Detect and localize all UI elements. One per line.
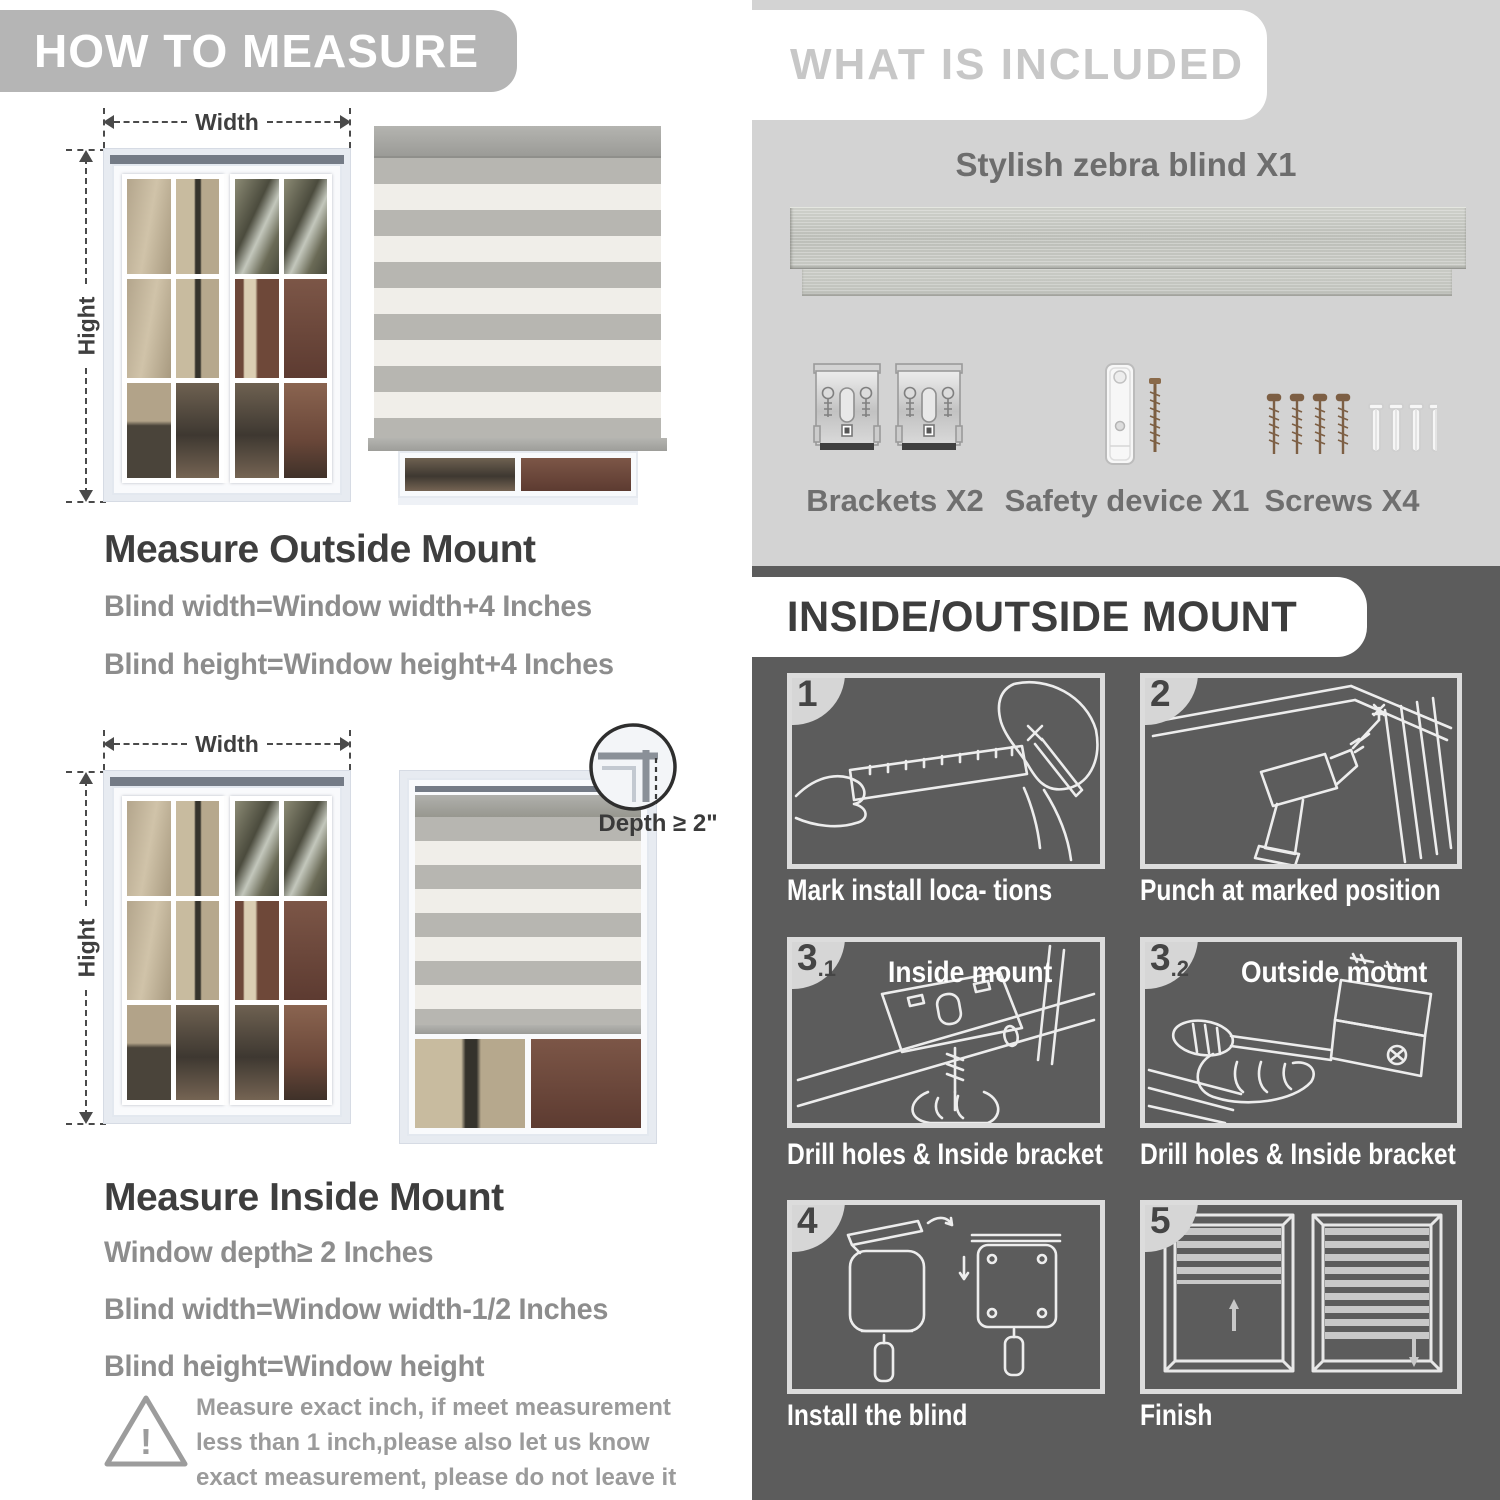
drill-punch-illustration [1145,678,1457,864]
brackets-label: Brackets X2 [806,483,984,518]
outside-mount-line1: Blind width=Window width+4 Inches [104,590,592,623]
mount-section [752,566,1500,1500]
step-2-panel [1140,673,1462,869]
how-to-measure-badge [0,10,517,92]
width-label: Width [195,108,259,135]
finish-illustration [1145,1205,1457,1389]
svg-text:!: ! [140,1421,152,1462]
zebra-blind-headrail-lip [802,269,1452,296]
inside-mount-line3: Blind height=Window height [104,1350,485,1383]
screws-anchors-icon [1265,392,1437,471]
outside-mount-line2: Blind height=Window height+4 Inches [104,648,614,681]
blind-stripes [374,158,661,438]
outside-mount-title: Measure Outside Mount [104,528,536,571]
step-4-panel [787,1200,1105,1394]
safety-device-label: Safety device X1 [1004,483,1250,518]
step-3-2-caption: Drill holes & Inside bracket [1140,1138,1456,1171]
what-is-included-panel [752,0,1500,566]
blind-stripes [415,817,641,1025]
how-to-measure-title: HOW TO MEASURE [34,25,480,77]
blind-headrail [374,126,661,158]
window-below-blind [415,1034,641,1128]
mount-header-badge [752,577,1367,657]
warning-text: Measure exact inch, if meet measurement less than 1 inch,please also let us know exact measurement, please do not leave it [196,1394,677,1491]
width-annotation-outside [103,108,351,135]
width-label: Width [195,730,259,757]
window-photo-outside [103,148,351,502]
outside-mount-label: Outside mount [1241,956,1428,989]
inside-mount-label: Inside mount [888,956,1053,989]
step-1-caption: Mark install loca- tions [787,874,1053,907]
depth-note: Depth ≥ 2" [598,810,718,837]
height-label: Hight [70,909,105,988]
brackets-icon [812,362,964,463]
mount-header-title: INSIDE/OUTSIDE MOUNT [786,592,1298,641]
step-5-panel [1140,1200,1462,1394]
zebra-blind-outside-illustration [374,126,661,505]
step-3-2-panel [1140,937,1462,1128]
inside-mount-line2: Blind width=Window width-1/2 Inches [104,1293,609,1326]
mark-locations-illustration [792,678,1100,864]
what-is-included-title: WHAT IS INCLUDED [790,40,1245,89]
height-annotation-inside [70,772,104,1124]
zebra-blind-headrail-photo [790,207,1466,269]
depth-magnifier-icon [588,722,678,812]
step-3-1-panel [787,937,1105,1128]
step-5-caption: Finish [1140,1399,1213,1432]
height-label: Hight [70,287,105,366]
step-number-badge: 4 [787,1200,845,1252]
inside-mount-line1: Window depth≥ 2 Inches [104,1236,434,1269]
screws-label: Screws X4 [1264,483,1420,518]
blind-bottom-rail [415,1025,641,1034]
step-number-badge: 5 [1140,1200,1198,1252]
step-number-badge: 2 [1140,673,1198,725]
inside-mount-title: Measure Inside Mount [104,1176,504,1219]
window-photo-inside [103,770,351,1124]
product-label: Stylish zebra blind X1 [955,146,1297,183]
install-blind-illustration [792,1205,1100,1389]
step-number-badge: 1 [787,673,845,725]
step-1-panel [787,673,1105,869]
what-is-included-badge [752,10,1267,120]
window-below-blind [398,451,638,505]
width-annotation-inside [103,730,351,757]
safety-device-icon [1100,362,1172,473]
step-number-badge: 3.2 [1140,937,1198,989]
step-3-1-caption: Drill holes & Inside bracket [787,1138,1103,1171]
step-2-caption: Punch at marked position [1140,874,1441,907]
blind-bottom-rail [368,438,667,451]
step-number-badge: 3.1 [787,937,845,989]
step-4-caption: Install the blind [787,1399,968,1432]
height-annotation-outside [70,150,104,502]
warning-triangle-icon [100,1390,192,1479]
